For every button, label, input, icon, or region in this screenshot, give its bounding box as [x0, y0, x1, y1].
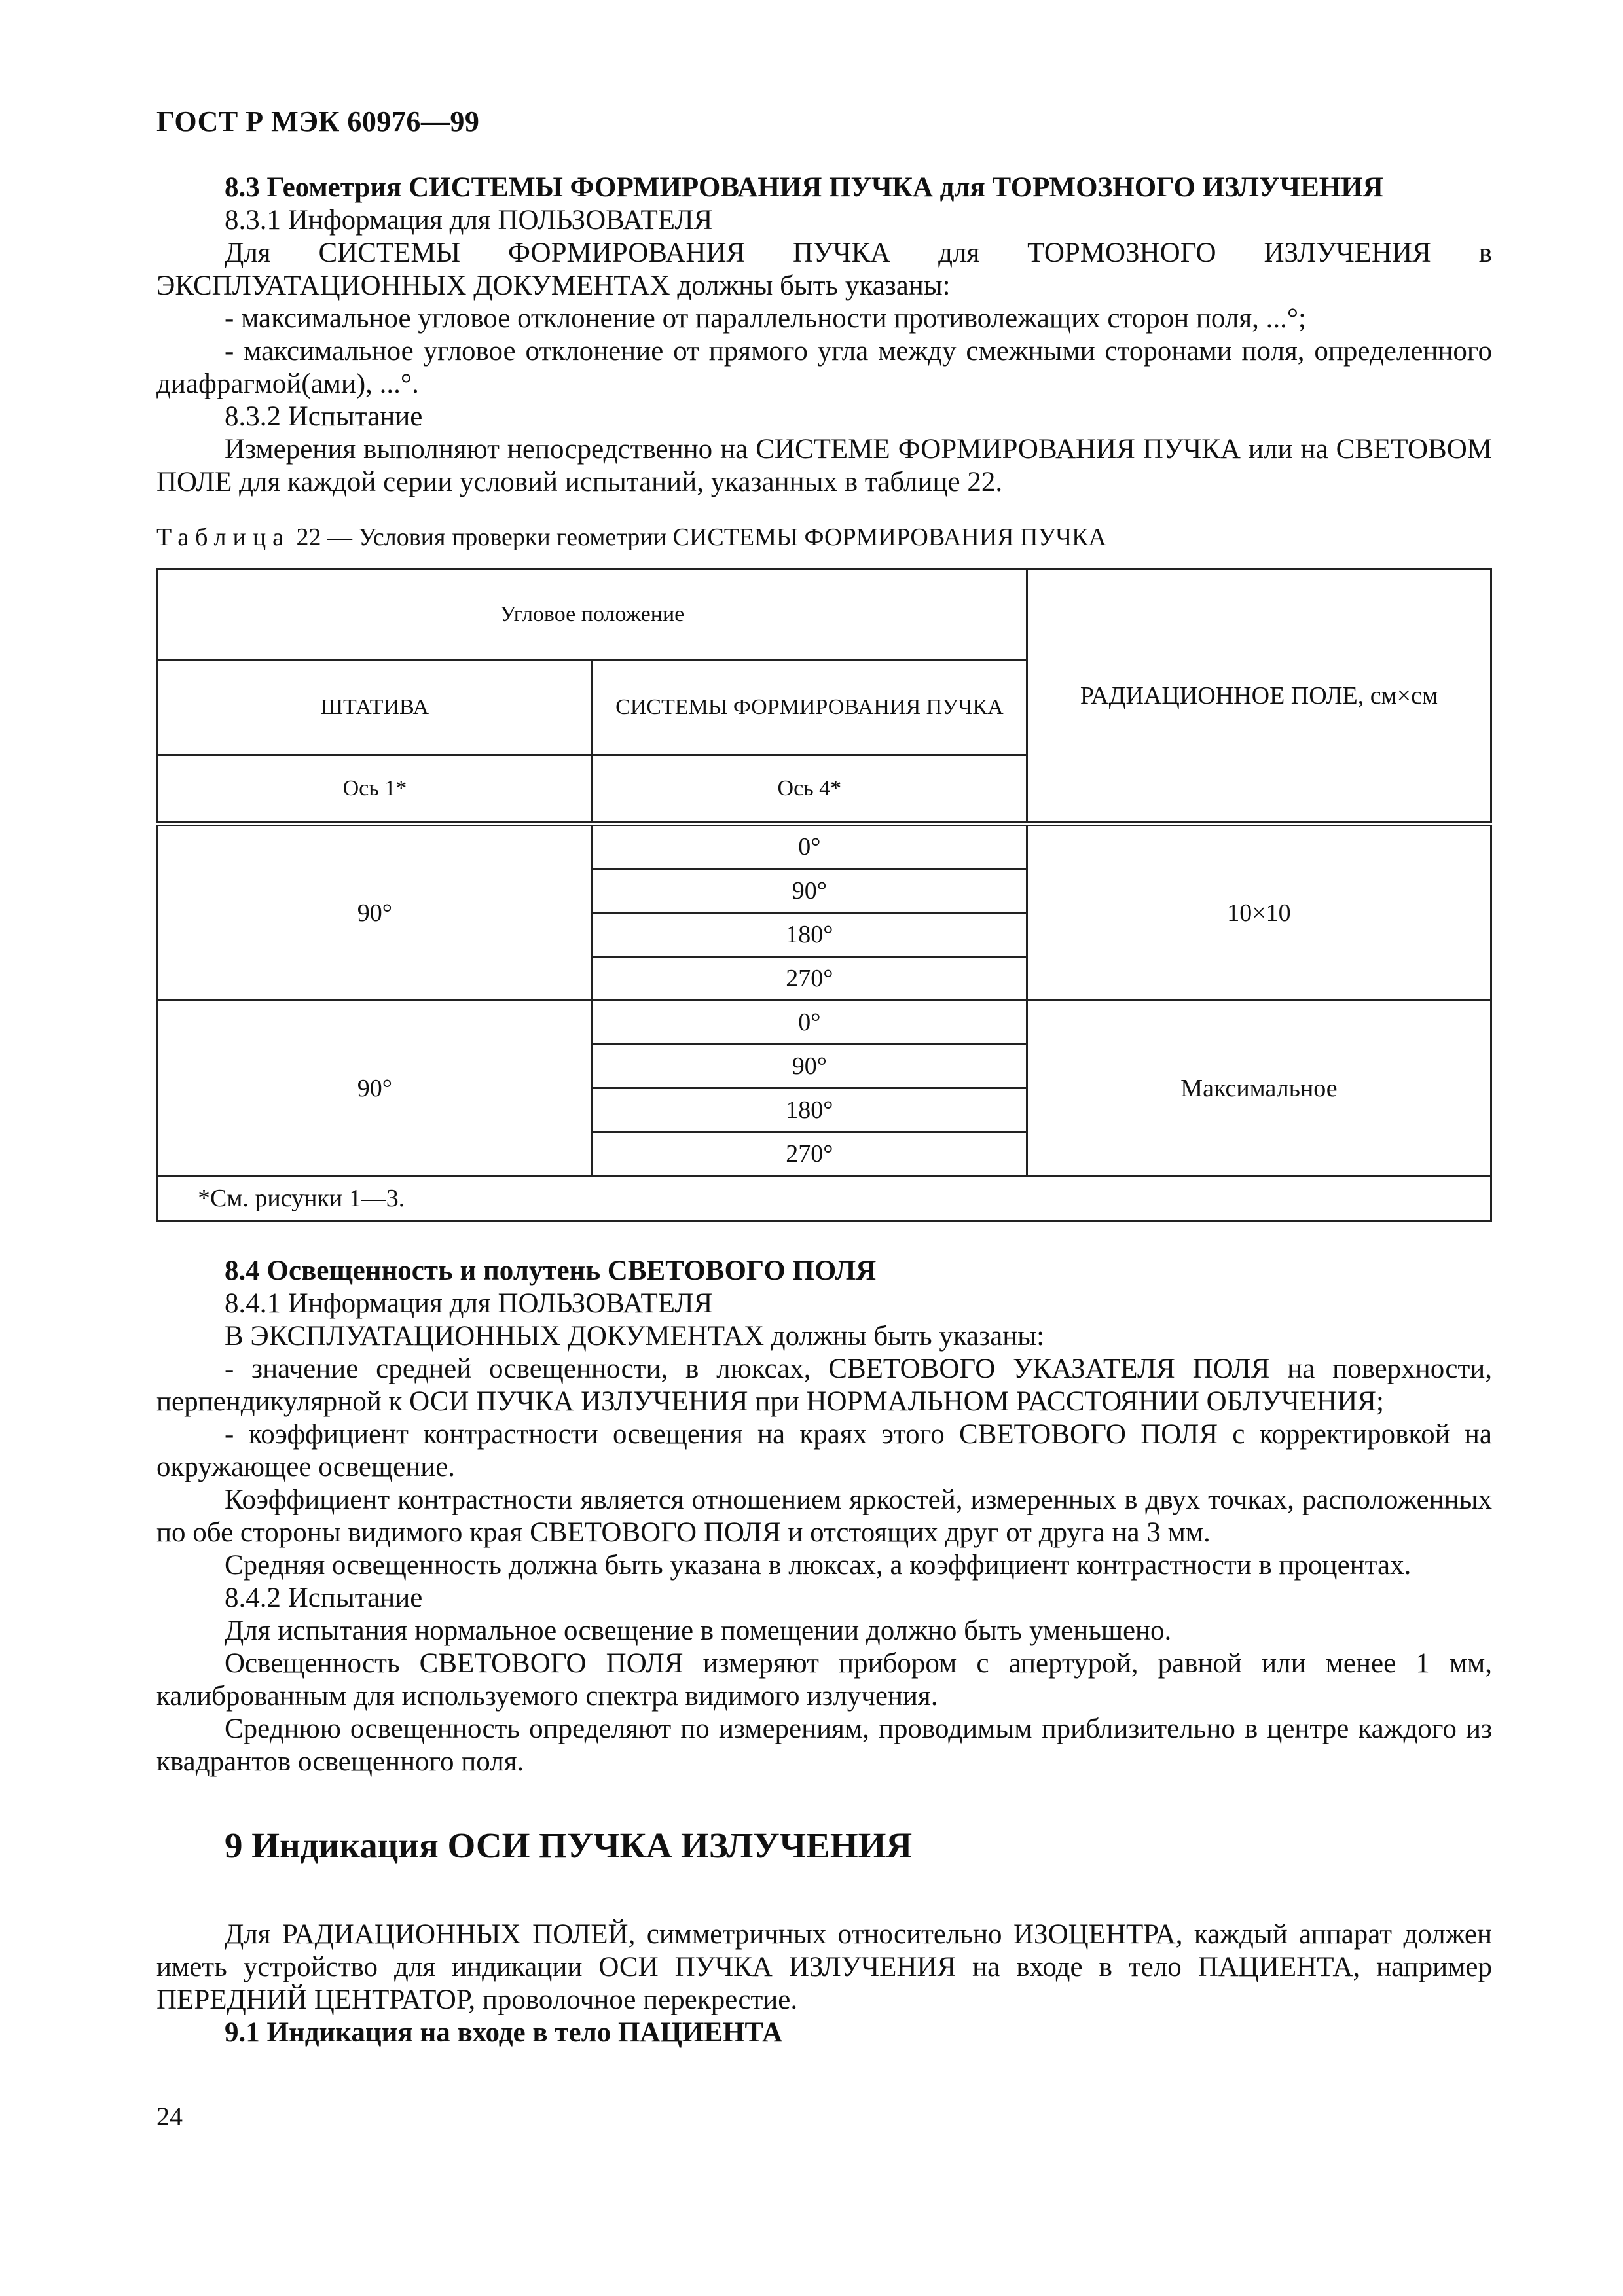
header-stand: ШТАТИВА	[158, 660, 593, 755]
section-8-4-2-heading: 8.4.2 Испытание	[225, 1583, 423, 1613]
table-footnote-row	[158, 1176, 1491, 1221]
list-item: - коэффициент контрастности освещения на краях этого СВЕТОВОГО ПОЛЯ с корректировкой на окружающее освещение.	[156, 1419, 1492, 1482]
list-item: - максимальное угловое отклонение от параллельности противолежащих сторон поля, ...°;	[225, 303, 1306, 334]
table-row	[158, 824, 1491, 869]
cell-system: 270°	[592, 1132, 1027, 1176]
header-angular-position: Угловое положение	[158, 569, 1027, 660]
section-8-3-2-heading: 8.3.2 Испытание	[225, 401, 423, 432]
paragraph: Освещенность СВЕТОВОГО ПОЛЯ измеряют прибором с апертурой, равной или менее 1 мм, калиброванным для используемого спектра видимого излучения.	[156, 1648, 1492, 1712]
table-header-row	[158, 569, 1491, 660]
cell-field: 10×10	[1027, 824, 1491, 1001]
section-8-3-title: 8.3 Геометрия СИСТЕМЫ ФОРМИРОВАНИЯ ПУЧКА для ТОРМОЗНОГО ИЗЛУЧЕНИЯ	[225, 172, 1383, 203]
cell-system: 0°	[592, 824, 1027, 869]
cell-field: Максимальное	[1027, 1001, 1491, 1176]
page-number: 24	[156, 2102, 183, 2131]
cell-stand: 90°	[158, 824, 593, 1001]
section-8-4-title: 8.4 Освещенность и полутень СВЕТОВОГО ПОЛЯ	[225, 1255, 877, 1286]
paragraph: Для испытания нормальное освещение в помещении должно быть уменьшено.	[225, 1615, 1172, 1646]
paragraph: Измерения выполняют непосредственно на СИСТЕМЕ ФОРМИРОВАНИЯ ПУЧКА или на СВЕТОВОМ ПОЛЕ для каждой серии условий испытаний, указанных в таблице 22.	[156, 434, 1492, 497]
section-9-title: 9 Индикация ОСИ ПУЧКА ИЗЛУЧЕНИЯ	[225, 1825, 913, 1865]
table-caption-label: Таблица	[156, 524, 291, 551]
cell-system: 90°	[592, 869, 1027, 913]
header-axis-4: Ось 4*	[592, 755, 1027, 824]
section-8-4-1-heading: 8.4.1 Информация для ПОЛЬЗОВАТЕЛЯ	[225, 1288, 713, 1319]
paragraph: Для СИСТЕМЫ ФОРМИРОВАНИЯ ПУЧКА для ТОРМОЗНОГО ИЗЛУЧЕНИЯ в ЭКСПЛУАТАЦИОННЫХ ДОКУМЕНТАХ должны быть указаны:	[156, 238, 1492, 301]
list-item: - максимальное угловое отклонение от прямого угла между смежными сторонами поля, определенного диафрагмой(ами), ...°.	[156, 336, 1492, 399]
cell-system: 0°	[592, 1001, 1027, 1045]
table-footnote: *См. рисунки 1—3.	[158, 1176, 1491, 1221]
conditions-table	[156, 568, 1492, 1222]
paragraph: В ЭКСПЛУАТАЦИОННЫХ ДОКУМЕНТАХ должны быть указаны:	[225, 1321, 1045, 1352]
section-8-3-1-heading: 8.3.1 Информация для ПОЛЬЗОВАТЕЛЯ	[225, 205, 713, 236]
paragraph: Среднюю освещенность определяют по измерениям, проводимым приблизительно в центре каждого из квадрантов освещенного поля.	[156, 1713, 1492, 1777]
section-9-1-title: 9.1 Индикация на входе в тело ПАЦИЕНТА	[225, 2017, 783, 2048]
list-item: - значение средней освещенности, в люксах, СВЕТОВОГО УКАЗАТЕЛЯ ПОЛЯ на поверхности, перпендикулярной к ОСИ ПУЧКА ИЗЛУЧЕНИЯ при НОРМАЛЬНОМ РАССТОЯНИИ ОБЛУЧЕНИЯ;	[156, 1354, 1492, 1417]
cell-stand: 90°	[158, 1001, 593, 1176]
header-beam-system: СИСТЕМЫ ФОРМИРОВАНИЯ ПУЧКА	[592, 660, 1027, 755]
table-row	[158, 1001, 1491, 1045]
cell-system: 90°	[592, 1045, 1027, 1088]
header-radiation-field: РАДИАЦИОННОЕ ПОЛЕ, см×см	[1027, 569, 1491, 824]
document-body	[156, 171, 1492, 2049]
document-header: ГОСТ Р МЭК 60976—99	[156, 105, 480, 137]
cell-system: 180°	[592, 1088, 1027, 1132]
table-caption-text: 22 — Условия проверки геометрии СИСТЕМЫ ФОРМИРОВАНИЯ ПУЧКА	[290, 524, 1106, 551]
paragraph: Средняя освещенность должна быть указана в люксах, а коэффициент контрастности в процентах.	[225, 1550, 1412, 1581]
paragraph: Для РАДИАЦИОННЫХ ПОЛЕЙ, симметричных относительно ИЗОЦЕНТРА, каждый аппарат должен иметь устройство для индикации ОСИ ПУЧКА ИЗЛУЧЕНИЯ на входе в тело ПАЦИЕНТА, например ПЕРЕДНИЙ ЦЕНТРАТОР, проволочное перекрестие.	[156, 1919, 1492, 2015]
cell-system: 270°	[592, 957, 1027, 1001]
header-axis-1: Ось 1*	[158, 755, 593, 824]
cell-system: 180°	[592, 913, 1027, 957]
table-caption	[156, 521, 1492, 554]
paragraph: Коэффициент контрастности является отношением яркостей, измеренных в двух точках, расположенных по обе стороны видимого края СВЕТОВОГО ПОЛЯ и отстоящих друг от друга на 3 мм.	[156, 1484, 1492, 1548]
